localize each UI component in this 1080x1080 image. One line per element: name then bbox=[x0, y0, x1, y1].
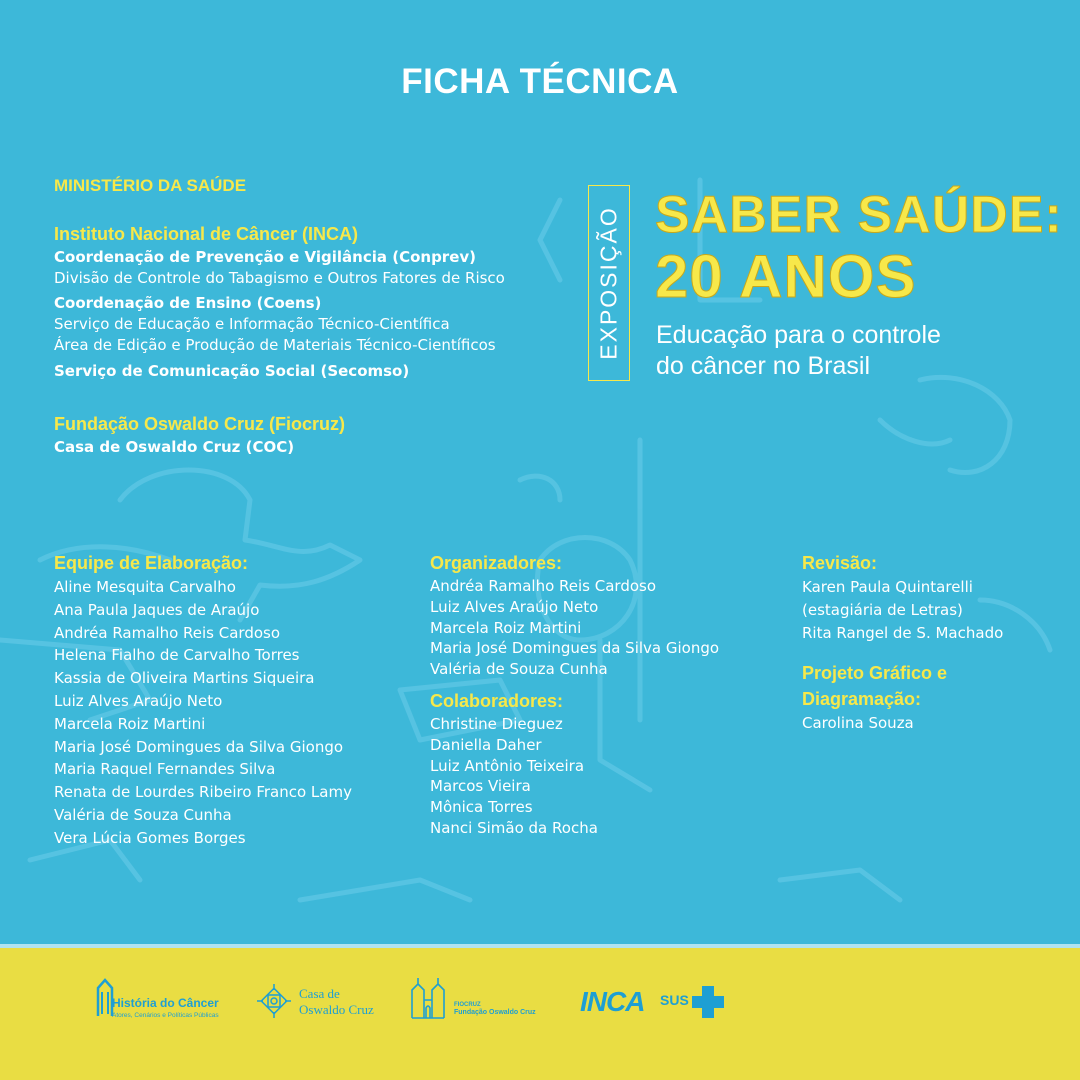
equipe-member: Andréa Ramalho Reis Cardoso bbox=[54, 623, 281, 642]
equipe-member: Helena Fialho de Carvalho Torres bbox=[54, 646, 300, 665]
page-title: FICHA TÉCNICA bbox=[401, 62, 679, 101]
revisao-member: (estagiária de Letras) bbox=[802, 600, 963, 619]
equipe-member: Kassia de Oliveira Martins Siqueira bbox=[54, 669, 315, 688]
historia-subtitle: Atores, Cenários e Políticas Públicas bbox=[112, 1012, 219, 1019]
organizadores-column bbox=[430, 550, 719, 839]
revisao-member: Rita Rangel de S. Machado bbox=[802, 623, 1004, 642]
colaboradores-heading: Colaboradores: bbox=[430, 690, 564, 711]
fiocruz-name-label: Fundação Oswaldo Cruz bbox=[454, 1009, 536, 1016]
conprev-division: Divisão de Controle do Tabagismo e Outros Fatores de Risco bbox=[54, 269, 505, 287]
historia-title: História do Câncer bbox=[112, 996, 219, 1010]
coc-label: Casa de Oswaldo Cruz (COC) bbox=[54, 438, 295, 456]
footer-logo-bar bbox=[0, 948, 1080, 1080]
coens-area: Área de Edição e Produção de Materiais Técnico-Científicos bbox=[54, 336, 496, 354]
equipe-member: Luiz Alves Araújo Neto bbox=[54, 691, 223, 710]
colaborador-member: Luiz Antônio Teixeira bbox=[430, 756, 585, 775]
colaborador-member: Marcos Vieira bbox=[430, 777, 531, 796]
fiocruz-section bbox=[54, 411, 345, 458]
organizador-member: Andréa Ramalho Reis Cardoso bbox=[430, 577, 657, 595]
coens-label: Coordenação de Ensino (Coens) bbox=[54, 294, 322, 312]
inca-logo-text: INCA bbox=[580, 986, 645, 1017]
organizador-member: Marcela Roiz Martini bbox=[430, 618, 582, 637]
organizador-member: Maria José Domingues da Silva Giongo bbox=[430, 639, 720, 658]
projeto-heading-line2: Diagramação: bbox=[802, 689, 922, 710]
inca-logo bbox=[580, 986, 644, 1018]
casa-line2: Oswaldo Cruz bbox=[299, 1002, 374, 1017]
sus-cross-icon bbox=[690, 984, 726, 1020]
inca-section bbox=[54, 221, 505, 382]
colaborador-member: Christine Dieguez bbox=[430, 714, 563, 733]
revisao-column bbox=[802, 550, 1003, 735]
organizador-member: Luiz Alves Araújo Neto bbox=[430, 597, 599, 616]
exhibition-title-line2: 20 ANOS bbox=[655, 243, 917, 310]
equipe-member: Marcela Roiz Martini bbox=[54, 714, 206, 733]
exhibition-title-line1: SABER SAÚDE: bbox=[655, 186, 1063, 244]
conprev-label: Coordenação de Prevenção e Vigilância (Conprev) bbox=[54, 248, 477, 266]
equipe-member: Maria Raquel Fernandes Silva bbox=[54, 760, 276, 779]
exposicao-label: EXPOSIÇÃO bbox=[595, 206, 622, 360]
fiocruz-small-label: FIOCRUZ bbox=[454, 1002, 481, 1008]
colaborador-member: Nanci Simão da Rocha bbox=[430, 818, 598, 837]
revisao-member: Karen Paula Quintarelli bbox=[802, 578, 973, 596]
exposicao-label-box bbox=[588, 185, 630, 381]
sus-logo-text: SUS bbox=[660, 992, 689, 1008]
equipe-member: Maria José Domingues da Silva Giongo bbox=[54, 737, 344, 756]
fiocruz-castle-icon bbox=[410, 976, 446, 1020]
ministry-heading: MINISTÉRIO DA SAÚDE bbox=[54, 176, 247, 195]
exhibition-subtitle bbox=[656, 320, 941, 382]
equipe-heading: Equipe de Elaboração: bbox=[54, 553, 249, 573]
exhibition-title bbox=[655, 186, 1063, 310]
exhibition-subtitle-line2: do câncer no Brasil bbox=[656, 352, 871, 380]
secomso-label: Serviço de Comunicação Social (Secomso) bbox=[54, 362, 410, 380]
equipe-member: Aline Mesquita Carvalho bbox=[54, 578, 236, 596]
exhibition-subtitle-line1: Educação para o controle bbox=[656, 321, 941, 349]
equipe-member: Vera Lúcia Gomes Borges bbox=[54, 828, 246, 847]
casa-line1: Casa de bbox=[299, 986, 340, 1001]
equipe-member: Ana Paula Jaques de Araújo bbox=[54, 600, 260, 619]
colaborador-member: Daniella Daher bbox=[430, 735, 542, 754]
equipe-column bbox=[54, 550, 352, 850]
organizadores-heading: Organizadores: bbox=[430, 553, 563, 573]
projeto-heading-line1: Projeto Gráfico e bbox=[802, 663, 948, 684]
colaborador-member: Mônica Torres bbox=[430, 798, 533, 817]
equipe-member: Valéria de Souza Cunha bbox=[54, 805, 232, 824]
inca-heading: Instituto Nacional de Câncer (INCA) bbox=[54, 224, 359, 244]
fiocruz-heading: Fundação Oswaldo Cruz (Fiocruz) bbox=[54, 414, 346, 434]
casa-ornament-icon bbox=[255, 982, 293, 1020]
coens-service: Serviço de Educação e Informação Técnico-Científica bbox=[54, 315, 450, 333]
projeto-member: Carolina Souza bbox=[802, 714, 914, 733]
equipe-member: Renata de Lourdes Ribeiro Franco Lamy bbox=[54, 783, 352, 802]
organizador-member: Valéria de Souza Cunha bbox=[430, 660, 608, 679]
revisao-heading: Revisão: bbox=[802, 553, 878, 573]
